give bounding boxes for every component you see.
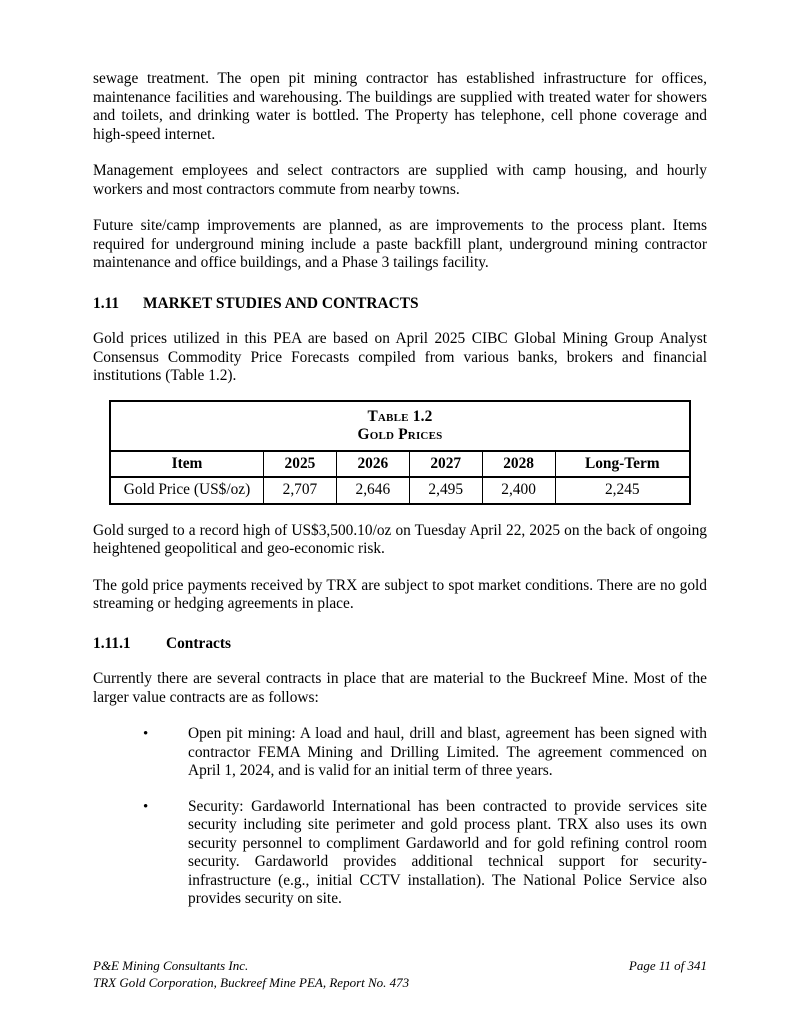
paragraph: Future site/camp improvements are planned, as are improvements to the process plant. Items required for underground mining include a paste backfill plant, underground mining contractor maintenance and office buildings, and a Phase 3 tailings facility.: [93, 217, 707, 271]
list-item: [93, 725, 707, 781]
section-title: MARKET STUDIES AND CONTRACTS: [143, 294, 419, 312]
column-header: 2027: [409, 451, 482, 477]
gold-prices-table: [109, 400, 691, 505]
bullet-icon: •: [143, 798, 149, 815]
column-header: 2025: [264, 451, 337, 477]
paragraph: Management employees and select contractors are supplied with camp housing, and hourly workers and most contractors commute from nearby towns.: [93, 162, 707, 198]
column-header: 2028: [482, 451, 555, 477]
paragraph: Gold prices utilized in this PEA are based on April 2025 CIBC Global Mining Group Analyst Consensus Commodity Price Forecasts compiled from various banks, brokers and financial institutions (Table 1.2).: [93, 330, 707, 384]
table-cell: 2,400: [482, 477, 555, 504]
table-cell: 2,495: [409, 477, 482, 504]
column-header: Item: [110, 451, 264, 477]
section-number: 1.11: [93, 294, 120, 312]
table-cell: 2,245: [555, 477, 690, 504]
table-cell: 2,707: [264, 477, 337, 504]
footer-company: P&E Mining Consultants Inc.: [93, 958, 249, 973]
paragraph: The gold price payments received by TRX are subject to spot market conditions. There are no gold streaming or hedging agreements in place.: [93, 576, 707, 612]
contracts-list: [93, 725, 707, 909]
subsection-title: Contracts: [166, 634, 231, 652]
table-row: [110, 477, 690, 504]
list-item: [93, 798, 707, 909]
list-item-text: Security: Gardaworld International has been contracted to provide services site security including site perimeter and gold process plant. TRX also uses its own security personnel to compliment Gardaworld and for gold refining control room security. Gardaworld provides additional technical support for security-infrastructure (e.g., initial CCTV installation). The National Police Service also provides security on site.: [188, 797, 707, 907]
table-cell: 2,646: [336, 477, 409, 504]
table-caption-title: Gold Prices: [357, 425, 443, 443]
paragraph: Currently there are several contracts in place that are material to the Buckreef Mine. Most of the larger value contracts are as follows:: [93, 670, 707, 706]
table-caption: [110, 401, 690, 451]
page-footer: [93, 958, 707, 991]
page-body: [93, 70, 707, 926]
footer-report: TRX Gold Corporation, Buckreef Mine PEA, Report No. 473: [93, 974, 410, 990]
list-item-text: Open pit mining: A load and haul, drill and blast, agreement has been signed with contractor FEMA Mining and Drilling Limited. The agreement commenced on April 1, 2024, and is valid for an initial term of three years.: [188, 725, 707, 779]
bullet-icon: •: [143, 726, 149, 742]
column-header: 2026: [336, 451, 409, 477]
paragraph: sewage treatment. The open pit mining contractor has established infrastructure for offices, maintenance facilities and warehousing. The buildings are supplied with treated water for showers and toilets, and drinking water is bottled. The Property has telephone, cell phone coverage and high-speed internet.: [93, 70, 707, 143]
table-header-row: [110, 451, 690, 477]
footer-page-number: Page 11 of 341: [628, 958, 707, 973]
subsection-heading: [93, 635, 707, 654]
table-cell: Gold Price (US$/oz): [110, 477, 264, 504]
column-header: Long-Term: [555, 451, 690, 477]
paragraph: Gold surged to a record high of US$3,500.10/oz on Tuesday April 22, 2025 on the back of ongoing heightened geopolitical and geo-economic risk.: [93, 521, 707, 557]
subsection-number: 1.11.1: [93, 634, 131, 652]
section-heading: [93, 295, 707, 314]
table-caption-number: Table 1.2: [367, 407, 433, 425]
